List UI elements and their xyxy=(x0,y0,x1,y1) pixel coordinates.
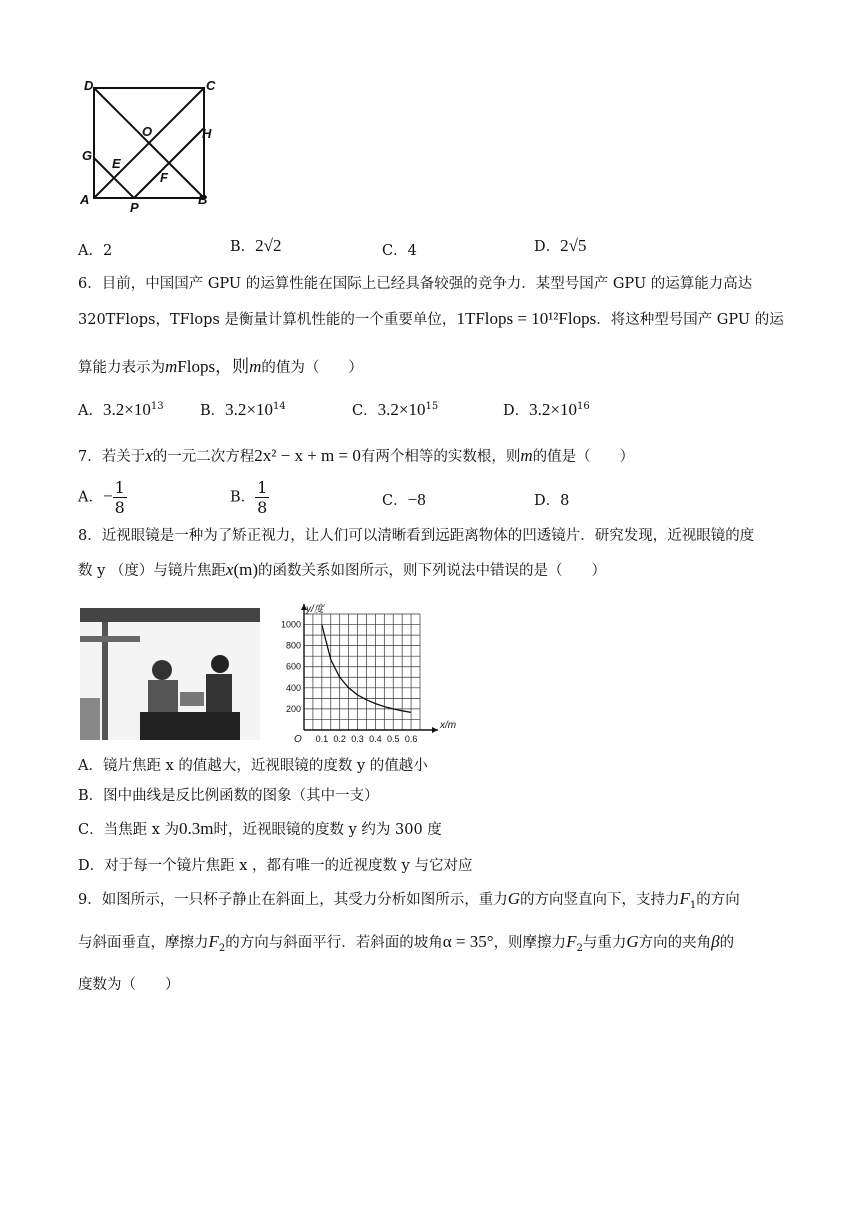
q8-option-a[interactable]: A．镜片焦距 x 的值越大，近视眼镜的度数 y 的值越小 xyxy=(78,758,428,774)
x-axis-arrow xyxy=(432,727,438,733)
q6-option-a[interactable]: A．$3.2\times 10^{13}$ xyxy=(78,400,164,419)
label-f: F xyxy=(160,170,168,185)
label-a: A xyxy=(80,192,90,207)
q8-option-d[interactable]: D．对于每一个镜片焦距 x ，都有唯一的近视度数 y 与它对应 xyxy=(78,858,473,874)
q7-option-c[interactable]: C．−8 xyxy=(382,490,426,509)
q7-option-a[interactable]: A．− $\frac{1}{8}$ xyxy=(78,478,125,518)
label-b: B xyxy=(198,192,208,207)
q8-line1: 8．近视眼镜是一种为了矫正视力，让人们可以清晰看到远距离物体的凹透镜片．研究发现，近视眼镜的度 xyxy=(78,528,755,544)
q8-option-c[interactable]: C．当焦距 x 为0.3m时，近视眼镜的度数 y 约为 300 度 xyxy=(78,819,442,838)
q6-line2: 320TFlops，TFlops 是衡量计算机性能的一个重要单位，1TFlops = 10¹²Flops．将这种型号国产 GPU 的运 xyxy=(78,309,784,328)
q6-line3: 算能力表示为mFlops，则m的值为（ ） xyxy=(78,357,363,376)
label-o: O xyxy=(142,124,153,139)
q9-line3: 度数为（ ） xyxy=(78,977,180,993)
q6-line1: 6．目前，中国国产 GPU 的运算性能在国际上已经具备较强的竞争力．某型号国产 GPU 的运算能力高达 xyxy=(78,276,753,292)
label-c: C xyxy=(206,78,216,93)
x-tick-label: 0.3 xyxy=(351,734,364,744)
x-tick-label: 0.5 xyxy=(386,734,400,744)
q5-option-d[interactable]: D．2√5 xyxy=(534,236,587,255)
label-e: E xyxy=(112,156,121,171)
q7-option-d[interactable]: D．8 xyxy=(534,493,570,509)
q5-option-a[interactable]: A．2 xyxy=(78,243,113,259)
y-tick-label: 400 xyxy=(285,682,301,693)
q6-option-d[interactable]: D．$3.2\times 10^{16}$ xyxy=(503,400,590,419)
x-tick-label: 0.1 xyxy=(315,734,329,744)
q7-option-b[interactable]: B． $\frac{1}{8}$ xyxy=(230,478,268,518)
x-tick-label: 0.4 xyxy=(369,734,382,744)
y-axis-label: y/度 xyxy=(306,604,324,615)
label-g: G xyxy=(82,148,93,163)
x-axis-label: x/m xyxy=(440,720,457,731)
y-tick-label: 200 xyxy=(285,703,301,714)
label-d: D xyxy=(84,78,94,93)
label-h: H xyxy=(202,126,212,141)
q8-line2: 数 y （度）与镜片焦距x(m)的函数关系如图所示，则下列说法中错误的是（ ） xyxy=(78,560,607,579)
label-p: P xyxy=(130,200,139,215)
q6-option-c[interactable]: C．$3.2\times 10^{15}$ xyxy=(352,400,439,419)
q7-stem: 7．若关于x的一元二次方程2x² − x + m = 0有两个相等的实数根，则m的值是（ ） xyxy=(78,446,635,465)
q9-line2: 与斜面垂直，摩擦力$F_2$的方向与斜面平行．若斜面的坡角α = 35°，则摩擦力$F_2$与重力G方向的夹角β的 xyxy=(78,932,735,954)
q5-option-c[interactable]: C．4 xyxy=(382,243,417,259)
q9-line1: 9．如图所示，一只杯子静止在斜面上，其受力分析如图所示，重力G的方向竖直向下，支持力$F_1$的方向 xyxy=(78,889,740,911)
q6-option-b[interactable]: B．$3.2\times 10^{14}$ xyxy=(200,400,286,419)
eye-exam-photo xyxy=(80,608,260,740)
square-figure xyxy=(76,76,226,216)
x-tick-label: 0.6 xyxy=(404,734,418,744)
q8-option-b[interactable]: B．图中曲线是反比例函数的图象（其中一支） xyxy=(78,788,379,804)
focal-length-chart xyxy=(270,600,457,748)
y-tick-label: 1000 xyxy=(280,619,301,630)
q5-option-b[interactable]: B．2√2 xyxy=(230,236,282,255)
y-tick-label: 600 xyxy=(285,661,301,672)
x-tick-label: 0.2 xyxy=(333,734,346,744)
y-tick-label: 800 xyxy=(285,640,301,651)
origin-label: O xyxy=(294,734,302,745)
